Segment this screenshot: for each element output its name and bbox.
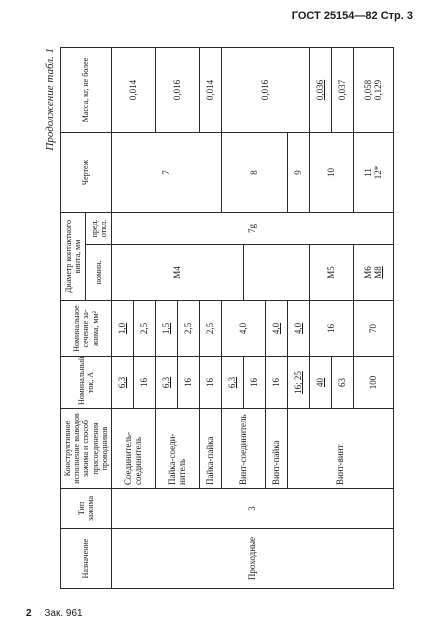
cell-current: 16 [133, 357, 155, 409]
mass-0058: 0,058 [363, 79, 374, 101]
cell-section: 4,0 [221, 301, 265, 357]
order-number: Зак. 961 [44, 608, 83, 619]
cell-diam-nom [243, 245, 309, 301]
cell-current: 6,3 [221, 357, 243, 409]
rotated-content [46, 48, 419, 589]
cell-mass: 0,016 [155, 48, 199, 133]
cell-diam-nom [353, 245, 393, 301]
cell-current: 40 [309, 357, 331, 409]
cell-design: Винт-пайка [265, 409, 287, 489]
cell-drawing: 8 [221, 133, 287, 213]
diam-m8: М8 [373, 266, 384, 279]
table-row [111, 48, 133, 589]
cell-mass: 0,014 [199, 48, 221, 133]
cell-current: 63 [331, 357, 353, 409]
cell-current: 16; 25 [287, 357, 309, 409]
cell-current: 16 [243, 357, 265, 409]
page-number: 2 [26, 608, 32, 619]
cell-diam-nom: М4 [111, 245, 243, 301]
cell-section: 70 [353, 301, 393, 357]
cell-current: 16 [199, 357, 221, 409]
cell-section: 1,0 [111, 301, 133, 357]
mass-0129: 0,129 [373, 79, 384, 101]
col-diam-tol: пред. откл. [86, 213, 111, 245]
col-type: Тип зажима [61, 489, 112, 529]
cell-section: 1,5 [155, 301, 177, 357]
cell-diam-nom: М5 [309, 245, 353, 301]
cell-section: 2,5 [177, 301, 199, 357]
cell-current: 6,3 [155, 357, 177, 409]
cell-diam-tol: 7g [111, 213, 393, 245]
cell-current: 100 [353, 357, 393, 409]
cell-type: 3 [111, 489, 393, 529]
cell-mass [353, 48, 393, 133]
page-footer [26, 608, 83, 619]
col-drawing: Чертеж [61, 133, 112, 213]
drawing-12: 12* [373, 165, 384, 180]
cell-purpose: Проходные [111, 529, 393, 589]
continuation-caption: Продолжение табл. 1 [44, 48, 56, 151]
col-mass: Масса, кг, не более [61, 48, 112, 133]
col-diam-nom: номин. [86, 245, 111, 301]
cell-design: Пайка-пайка [199, 409, 221, 489]
header-row-1 [61, 48, 86, 589]
page-header: ГОСТ 25154—82 Стр. 3 [291, 10, 413, 22]
cell-section: 4,0 [287, 301, 309, 357]
col-current: Номинальный ток, А [61, 357, 112, 409]
cell-mass: 0,037 [331, 48, 353, 133]
cell-section: 4,0 [265, 301, 287, 357]
cell-design: Соединитель-соединитель [111, 409, 155, 489]
cell-design: Пайка-соединитель [155, 409, 199, 489]
cell-design: Винт-винт [287, 409, 393, 489]
cell-mass: 0,014 [111, 48, 155, 133]
cell-drawing: 10 [309, 133, 353, 213]
specs-table [60, 47, 394, 589]
cell-mass: 0,036 [309, 48, 331, 133]
cell-current: 16 [265, 357, 287, 409]
cell-section: 2,5 [199, 301, 221, 357]
cell-drawing: 7 [111, 133, 221, 213]
cell-section: 16 [309, 301, 353, 357]
cell-section: 2,5 [133, 301, 155, 357]
col-design: Конструктивное исполнение выводов зажима и способ присоединения проводников [61, 409, 112, 489]
cell-current: 6,3 [111, 357, 133, 409]
rotated-table-area [46, 48, 419, 589]
col-diameter: Диаметр контактного винта, мм [61, 213, 86, 301]
diam-m6: М6 [363, 266, 374, 279]
drawing-11: 11 [363, 168, 374, 177]
cell-current: 16 [177, 357, 199, 409]
cell-design: Винт-соединитель [221, 409, 265, 489]
cell-drawing [353, 133, 393, 213]
cell-drawing: 9 [287, 133, 309, 213]
col-section: Номинальное сечение зажима, мм² [61, 301, 112, 357]
cell-mass: 0,016 [221, 48, 309, 133]
col-name: Назначение [61, 529, 112, 589]
